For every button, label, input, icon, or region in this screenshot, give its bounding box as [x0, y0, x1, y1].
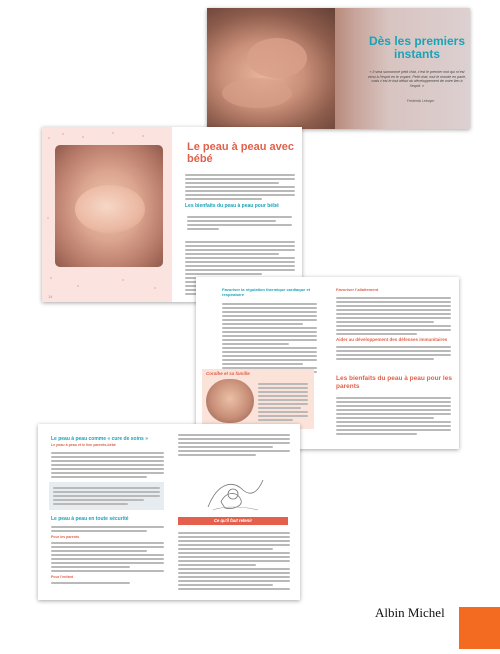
retain-banner [178, 517, 288, 525]
section-heading-immunity: Aider au développement des défenses immunitaires [336, 337, 448, 342]
right-text-top [178, 432, 290, 458]
spread-skin-to-skin [42, 127, 302, 302]
callout-title: Coralbe et sa famille [206, 371, 250, 376]
page-number: 14 [48, 294, 53, 299]
spread-care-safety [38, 424, 300, 600]
testimony-callout [202, 369, 314, 429]
section-heading: Les bienfaits du peau à peau pour bébé [185, 203, 279, 209]
spread-title: Dès les premiers instants [368, 34, 466, 61]
photo-father-baby [206, 379, 254, 423]
photo-mother-baby [207, 8, 347, 129]
section-heading-breastfeeding: Favoriser l’allaitement [336, 287, 379, 292]
section-title-safety: Le peau à peau en toute sécurité [51, 516, 129, 522]
publisher-name: Albin Michel [375, 605, 445, 620]
sketch-illustration [203, 472, 267, 514]
retain-banner-label: Ce qu'il faut retenir [214, 518, 252, 523]
epigraph-quote: « Il sera surnommé petit chat, c’est le premier mot qui m’est venu à l’esprit en le voyant. Petit chat, tout le monde en parle, mais c’est le tout début du développement de votre lien à l’esprit. » [367, 70, 467, 88]
section-title-parents: Les bienfaits du peau à peau pour les parents [336, 375, 452, 390]
publisher-logo [459, 607, 500, 649]
section-title-care: Le peau à peau comme « cure de soins » [51, 436, 148, 442]
pink-left-page [42, 127, 172, 302]
subheading-parents: Pour les parents [51, 535, 80, 539]
photo-newborn [55, 145, 163, 267]
intro-text [185, 172, 295, 202]
left-column [222, 287, 317, 379]
right-column [336, 287, 451, 362]
quote-block [187, 214, 292, 232]
chapter-title: Le peau à peau avec bébé [187, 141, 294, 165]
parents-text [336, 395, 451, 437]
quote-author: Frédérick Leboyer [407, 99, 435, 103]
section-heading-thermal: Favoriser la régulation thermique cardiaque et respiratoire [222, 287, 311, 297]
safety-text [51, 524, 164, 586]
subheading-child: Pour l’enfant [51, 575, 73, 579]
subheading-bond: Le peau à peau et le lien parents-bébé [51, 443, 116, 447]
spread-first-moments [207, 8, 470, 129]
photo-right-half [335, 8, 470, 129]
grey-note-box [49, 482, 164, 510]
care-text [51, 450, 164, 480]
right-text-bottom [178, 530, 290, 592]
